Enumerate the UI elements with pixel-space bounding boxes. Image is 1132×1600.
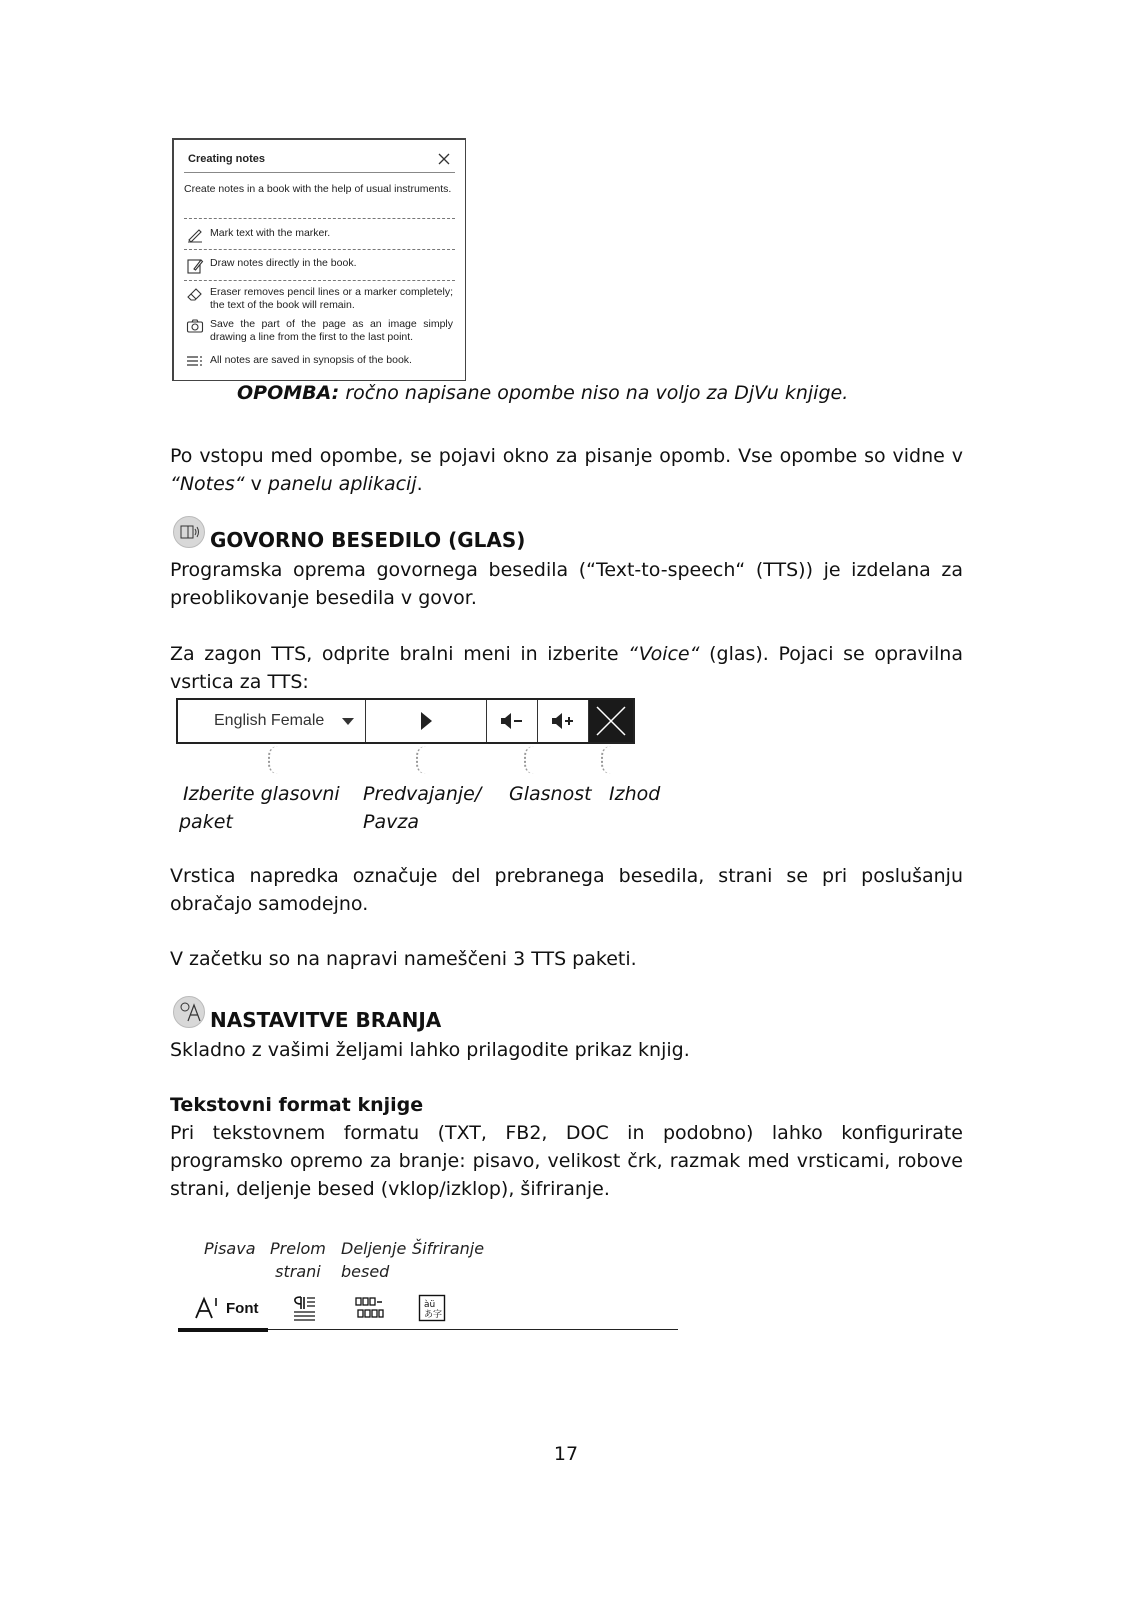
page-number: 17 bbox=[553, 1443, 579, 1465]
callout-line bbox=[524, 746, 538, 774]
packages-paragraph: V začetku so na napravi nameščeni 3 TTS paketi. bbox=[170, 948, 637, 970]
list-icon bbox=[186, 354, 204, 368]
notes-item-pencil bbox=[186, 257, 453, 275]
hyphenation-icon bbox=[354, 1295, 384, 1321]
close-icon bbox=[437, 152, 451, 166]
tts-intro: Programska oprema govornega besedila (“Text-to-speech“ (TTS)) je izdelana za preoblikovanje besedila v govor. bbox=[170, 559, 963, 609]
notes-item-text: Save the part of the page as an image simply drawing a line from the first to the last point. bbox=[210, 318, 453, 343]
text-run: “Voice“ bbox=[628, 643, 700, 665]
volume-up-button[interactable] bbox=[538, 700, 589, 742]
notes-title: Creating notes bbox=[188, 153, 266, 165]
label-encoding: Šifriranje bbox=[412, 1239, 485, 1258]
caption-line: Izberite glasovni bbox=[183, 783, 340, 805]
play-icon bbox=[419, 711, 433, 731]
text-run: v bbox=[244, 473, 268, 495]
tab-font[interactable] bbox=[194, 1292, 258, 1324]
tts-heading: GOVORNO BESEDILO (GLAS) bbox=[210, 528, 526, 552]
speaker-book-icon bbox=[173, 516, 205, 548]
caption-volume: Glasnost bbox=[509, 783, 592, 805]
encoding-icon bbox=[418, 1294, 446, 1322]
tab-encoding[interactable] bbox=[418, 1292, 446, 1324]
volume-down-button[interactable] bbox=[487, 700, 538, 742]
callout-line bbox=[601, 746, 615, 774]
pencil-icon bbox=[186, 257, 204, 275]
notes-item-text: Eraser removes pencil lines or a marker completely; the text of the book will remain. bbox=[210, 286, 453, 311]
divider bbox=[184, 280, 455, 281]
notes-item-text: Mark text with the marker. bbox=[210, 227, 331, 239]
voice-value: English Female bbox=[214, 712, 325, 729]
text-run: “Notes“ bbox=[170, 473, 245, 495]
exit-button[interactable] bbox=[589, 700, 633, 742]
caption-play bbox=[363, 780, 481, 836]
label-line: besed bbox=[341, 1262, 390, 1281]
divider bbox=[184, 172, 455, 173]
label-hyphenation bbox=[341, 1237, 406, 1283]
paragraph-icon bbox=[292, 1295, 316, 1321]
notes-item-text: All notes are saved in synopsis of the book. bbox=[210, 354, 412, 366]
text-run: (glas). Pojaci se opravilna vsrtica za TTS: bbox=[170, 643, 963, 693]
caption-line: Predvajanje/ bbox=[363, 783, 482, 805]
callout-line bbox=[416, 746, 430, 774]
label-line: Deljenje bbox=[341, 1239, 407, 1258]
close-icon bbox=[594, 704, 628, 738]
progress-paragraph: Vrstica napredka označuje del prebranega besedila, strani se pri poslušanju obračajo samodejno. bbox=[170, 865, 963, 915]
label-line: Prelom bbox=[270, 1239, 326, 1258]
divider bbox=[184, 218, 455, 219]
volume-down-icon bbox=[499, 711, 525, 731]
text-run: Po vstopu med opombe, se pojavi okno za pisanje opomb. Vse opombe so vidne v bbox=[170, 445, 963, 467]
text-format-subheading: Tekstovni format knjige bbox=[170, 1094, 424, 1116]
note-label: OPOMBA: bbox=[237, 382, 340, 404]
tts-toolbar bbox=[176, 698, 635, 744]
reading-settings-toolbar bbox=[178, 1288, 678, 1332]
notes-paragraph bbox=[170, 442, 963, 498]
label-page-break bbox=[270, 1237, 326, 1283]
label-line: strani bbox=[275, 1262, 321, 1281]
volume-up-icon bbox=[550, 711, 576, 731]
chevron-down-icon bbox=[341, 716, 355, 726]
notes-item-marker bbox=[186, 227, 453, 243]
notes-screenshot bbox=[172, 138, 466, 381]
caption-line: Pavza bbox=[363, 811, 419, 833]
note-line bbox=[237, 382, 848, 404]
divider bbox=[184, 249, 455, 250]
notes-item-text: Draw notes directly in the book. bbox=[210, 257, 357, 269]
voice-select[interactable] bbox=[178, 700, 366, 742]
text-run: . bbox=[416, 473, 423, 495]
reading-settings-icon bbox=[173, 996, 205, 1028]
label-font: Pisava bbox=[204, 1239, 256, 1258]
caption-line: paket bbox=[179, 811, 233, 833]
note-text: ročno napisane opombe niso na voljo za DjVu knjige. bbox=[339, 382, 849, 404]
text-run: panelu aplikacij bbox=[267, 473, 417, 495]
font-size-icon bbox=[194, 1296, 220, 1320]
eraser-icon bbox=[186, 286, 204, 302]
tab-font-label: Font bbox=[226, 1299, 259, 1317]
tts-start-paragraph bbox=[170, 640, 963, 696]
camera-icon bbox=[186, 318, 204, 334]
caption-voice bbox=[179, 780, 340, 836]
marker-icon bbox=[186, 227, 204, 243]
text-run: Za zagon TTS, odprite bralni meni in izberite bbox=[170, 643, 629, 665]
play-pause-button[interactable] bbox=[366, 700, 487, 742]
notes-intro: Create notes in a book with the help of usual instruments. bbox=[184, 183, 452, 195]
reading-settings-heading: NASTAVITVE BRANJA bbox=[210, 1008, 442, 1032]
reading-settings-intro: Skladno z vašimi željami lahko prilagodite prikaz knjig. bbox=[170, 1039, 690, 1061]
text-format-paragraph: Pri tekstovnem formatu (TXT, FB2, DOC in podobno) lahko konfigurirate programsko opremo za branje: pisavo, velikost črk, razmak med vrsticami, robove strani, deljenje besed (vklop/izklop), šifriranje. bbox=[170, 1122, 963, 1200]
notes-item-camera bbox=[186, 318, 453, 344]
svg-text:àü: àü bbox=[424, 1300, 436, 1310]
caption-exit: Izhod bbox=[609, 783, 661, 805]
svg-text:あ字: あ字 bbox=[424, 1310, 443, 1320]
tab-hyphenation[interactable] bbox=[354, 1292, 384, 1324]
tab-page-break[interactable] bbox=[292, 1292, 316, 1324]
notes-item-synopsis bbox=[186, 354, 453, 368]
active-tab-indicator bbox=[178, 1328, 268, 1332]
notes-item-eraser bbox=[186, 286, 453, 312]
callout-line bbox=[268, 746, 282, 774]
